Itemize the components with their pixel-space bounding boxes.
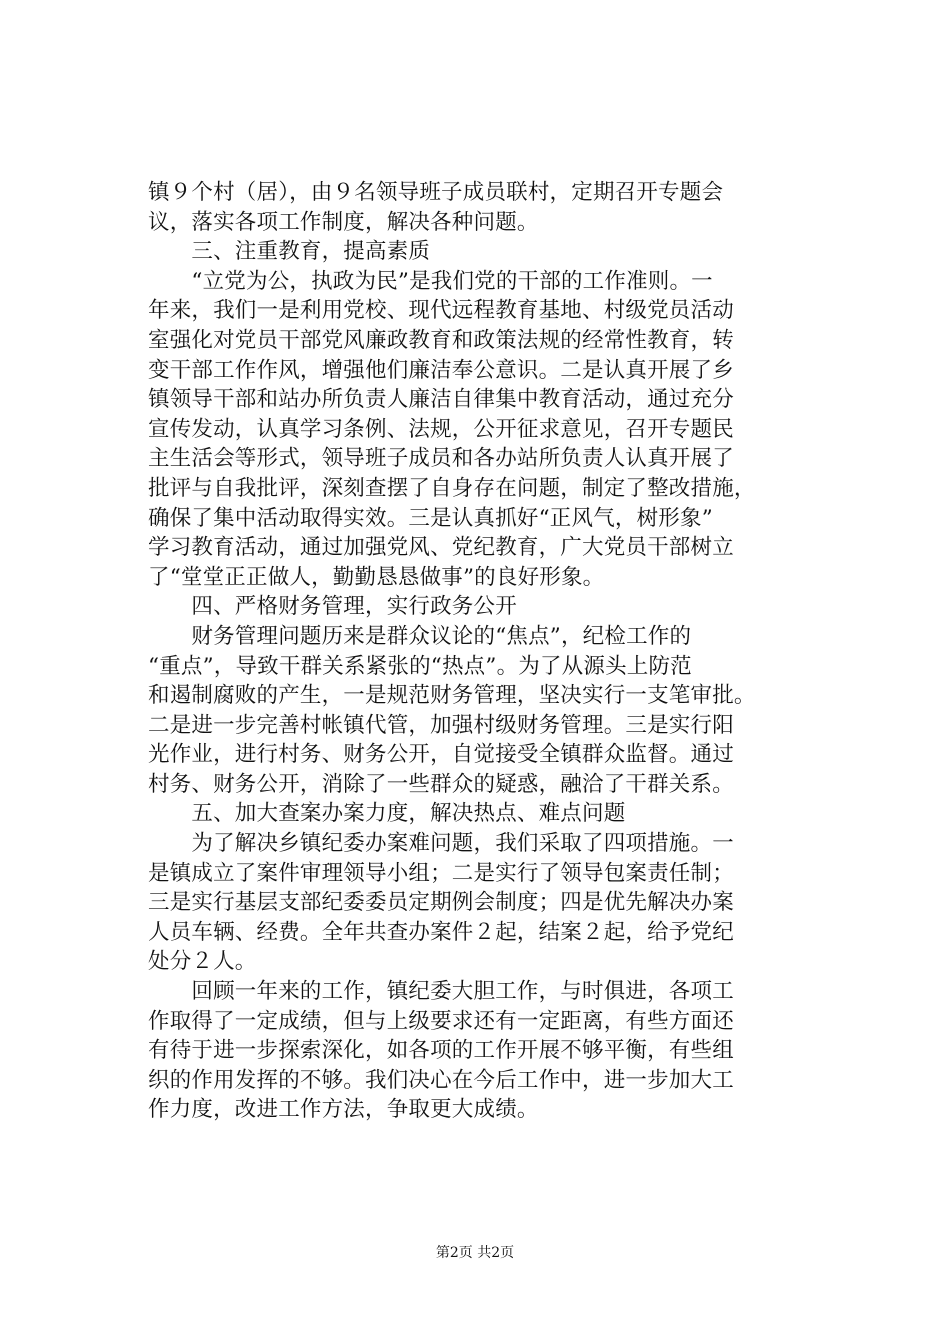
text-line: 织的作用发挥的不够。我们决心在今后工作中，进一步加大工 (148, 1067, 734, 1093)
text-line: 二是进一步完善村帐镇代管，加强村级财务管理。三是实行阳 (148, 712, 734, 738)
text-line: 主生活会等形式，领导班子成员和各办站所负责人认真开展了 (148, 446, 734, 472)
text-line: 为了解决乡镇纪委办案难问题，我们采取了四项措施。一 (148, 831, 734, 857)
section-heading: 三、注重教育，提高素质 (148, 239, 431, 265)
text-line: 财务管理问题历来是群众议论的“焦点”，纪检工作的 (148, 623, 692, 649)
document-body (148, 178, 828, 1125)
text-line: 宣传发动，认真学习条例、法规，公开征求意见，召开专题民 (148, 416, 734, 442)
text-line: “立党为公，执政为民”是我们党的干部的工作准则。一 (148, 268, 713, 294)
text-line: 年来，我们一是利用党校、现代远程教育基地、村级党员活动 (148, 298, 734, 324)
text-line: 变干部工作作风，增强他们廉洁奉公意识。二是认真开展了乡 (148, 357, 734, 383)
text-line: 人员车辆、经费。全年共查办案件２起，结案２起，给予党纪 (148, 919, 734, 945)
text-line: 了“堂堂正正做人，勤勤恳恳做事”的良好形象。 (148, 564, 605, 590)
text-line: 三是实行基层支部纪委委员定期例会制度；四是优先解决办案 (148, 890, 734, 916)
text-line: 批评与自我批评，深刻查摆了自身存在问题，制定了整改措施， (148, 475, 756, 501)
text-line: 有待于进一步探索深化，如各项的工作开展不够平衡，有些组 (148, 1038, 734, 1064)
text-line: 确保了集中活动取得实效。三是认真抓好“正风气，树形象” (148, 505, 713, 531)
page-footer (0, 1244, 950, 1262)
text-line: 作取得了一定成绩，但与上级要求还有一定距离，有些方面还 (148, 1008, 734, 1034)
text-line: 镇领导干部和站办所负责人廉洁自律集中教育活动，通过充分 (148, 387, 734, 413)
text-line: 光作业，进行村务、财务公开，自觉接受全镇群众监督。通过 (148, 742, 734, 768)
text-line: 是镇成立了案件审理领导小组；二是实行了领导包案责任制； (148, 860, 734, 886)
text-line: 处分２人。 (148, 949, 257, 975)
text-line: “重点”，导致干群关系紧张的“热点”。为了从源头上防范 (148, 653, 692, 679)
text-line: 和遏制腐败的产生，一是规范财务管理，坚决实行一支笔审批。 (148, 683, 756, 709)
text-line: 村务、财务公开，消除了一些群众的疑惑，融洽了干群关系。 (148, 771, 734, 797)
section-heading: 五、加大查案办案力度，解决热点、难点问题 (148, 801, 626, 827)
text-line: 回顾一年来的工作，镇纪委大胆工作，与时俱进，各项工 (148, 979, 734, 1005)
section-heading: 四、严格财务管理，实行政务公开 (148, 594, 517, 620)
page-number-label: 第2页 共2页 (435, 1245, 515, 1261)
text-line: 镇９个村（居），由９名领导班子成员联村，定期召开专题会 (148, 180, 724, 205)
text-line: 作力度，改进工作方法，争取更大成绩。 (148, 1097, 539, 1123)
text-line: 议，落实各项工作制度，解决各种问题。 (148, 209, 539, 235)
text-line: 学习教育活动，通过加强党风、党纪教育，广大党员干部树立 (148, 535, 734, 561)
text-line: 室强化对党员干部党风廉政教育和政策法规的经常性教育，转 (148, 327, 734, 353)
